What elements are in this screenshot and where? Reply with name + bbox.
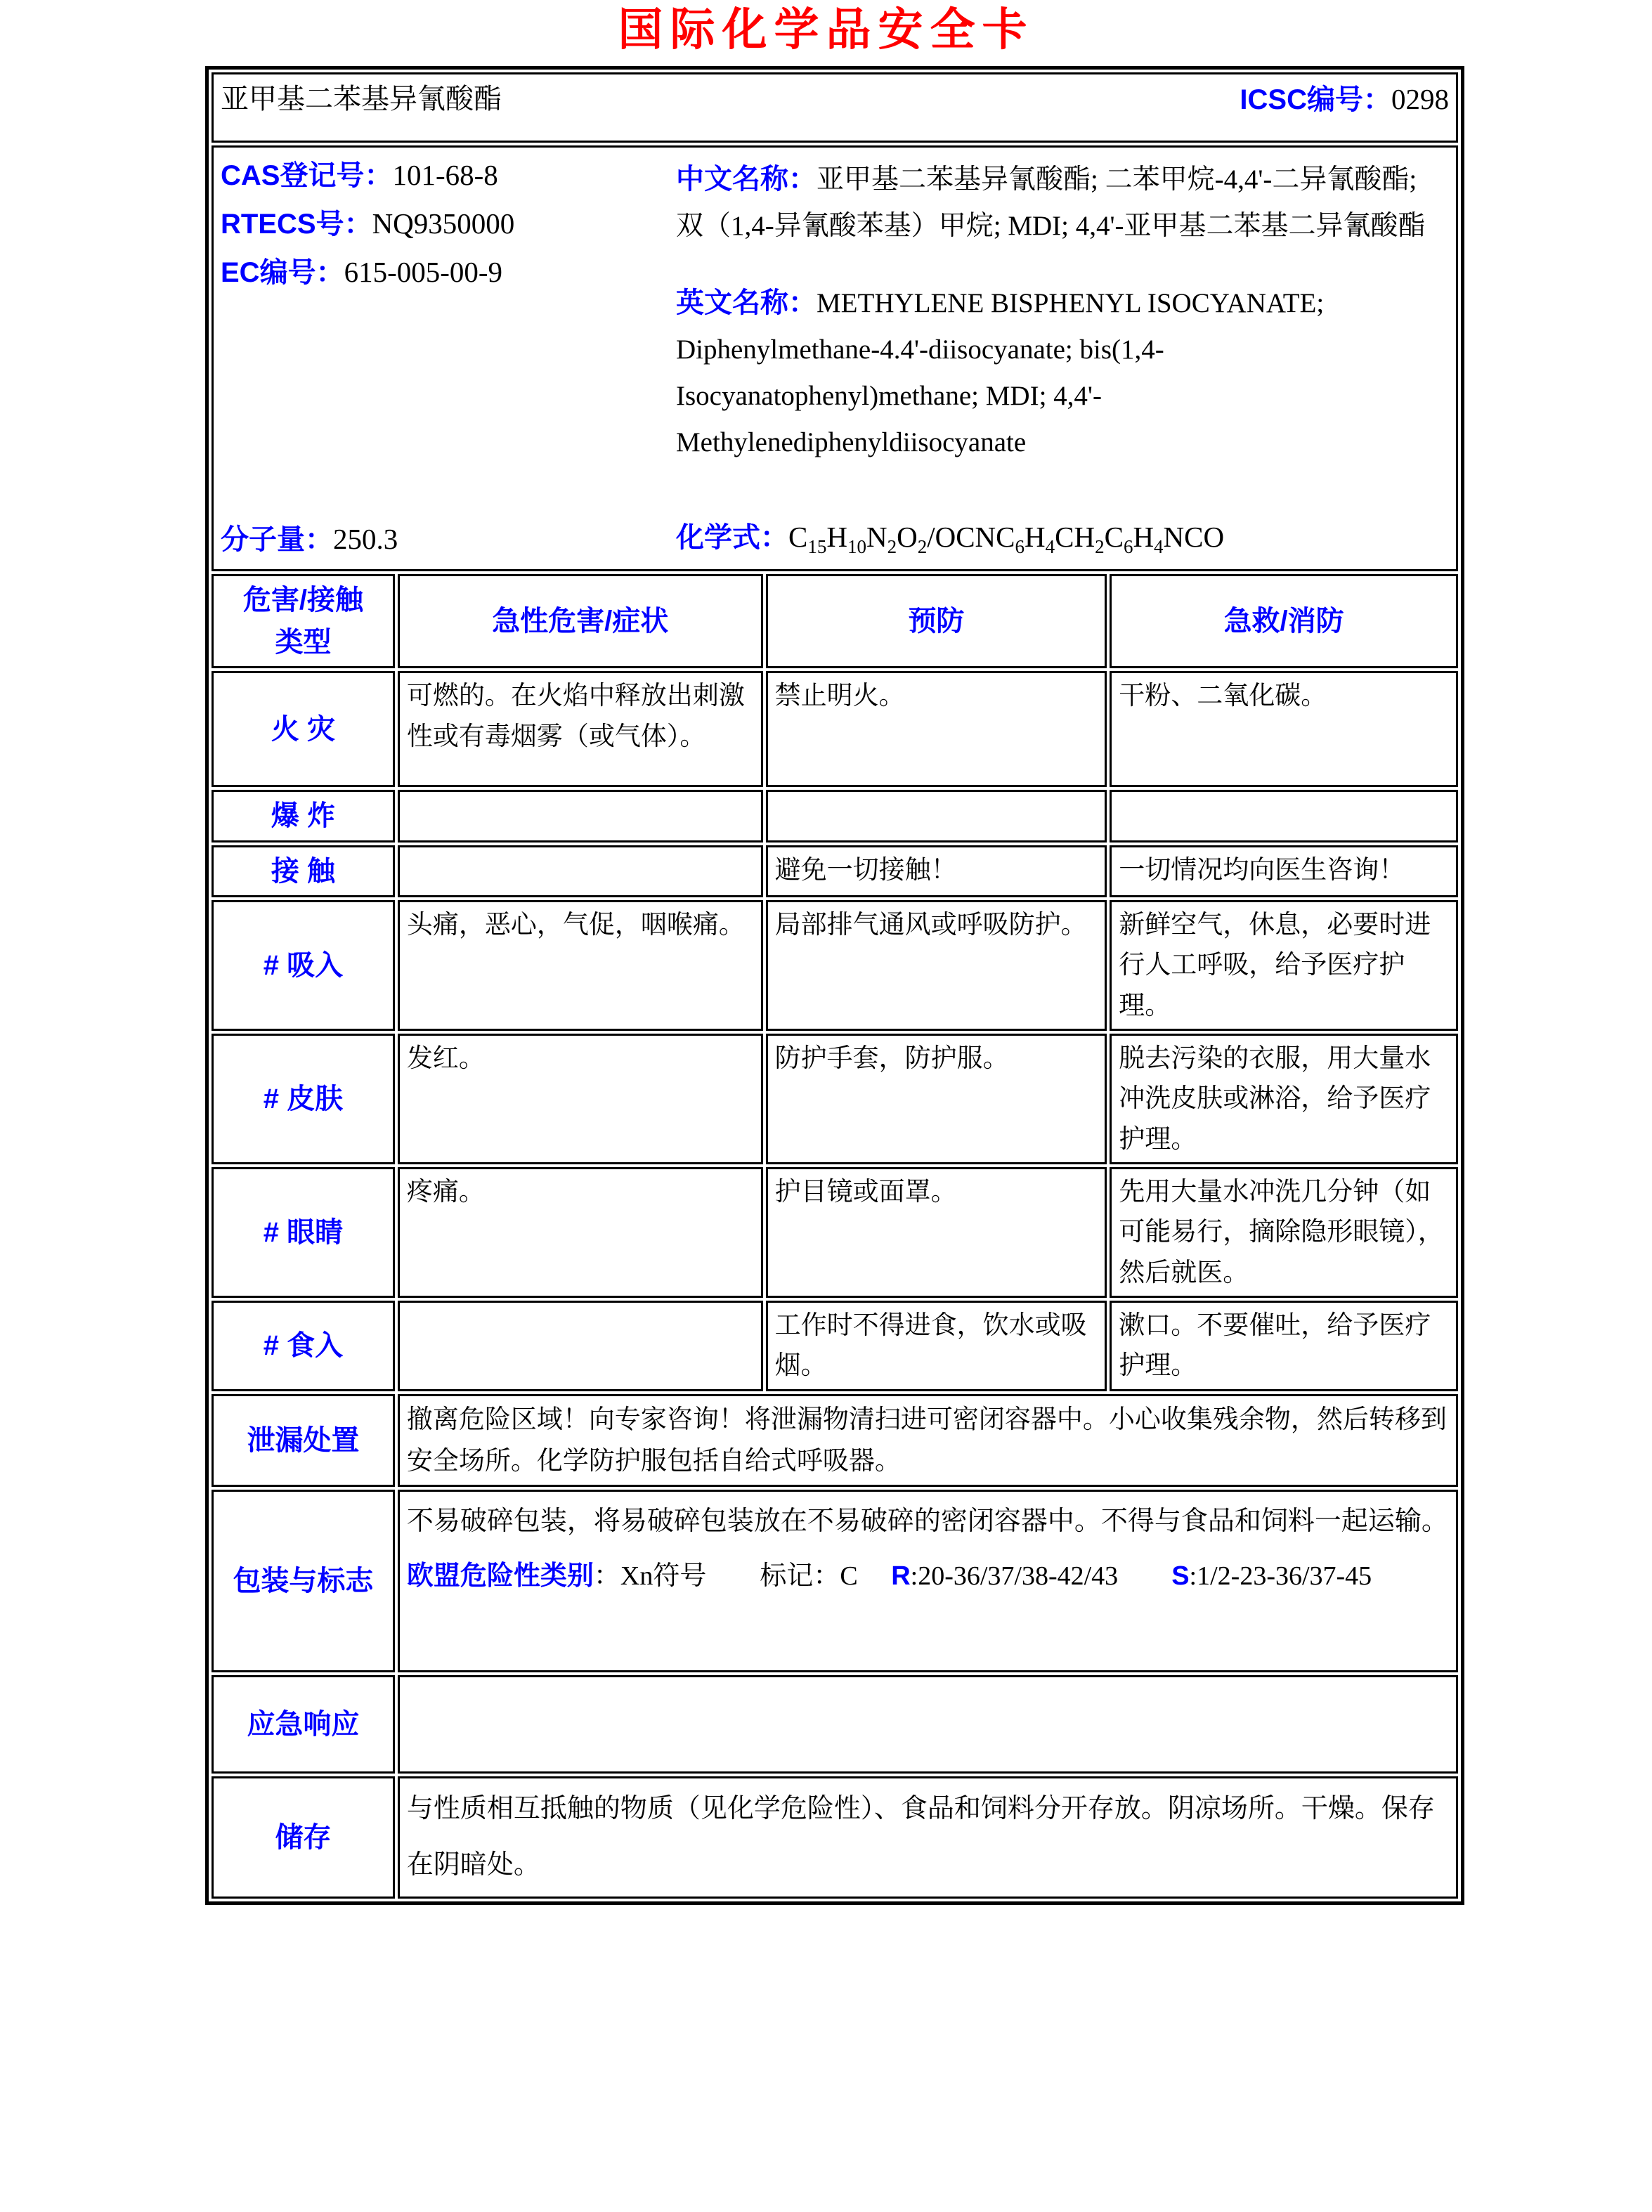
fire-symptoms-cell: 可燃的。在火焰中释放出刺激性或有毒烟雾（或气体）。 (398, 671, 763, 787)
chinese-name-paragraph (676, 156, 1449, 249)
fire-type-cell: 火 灾 (212, 671, 395, 787)
eyes-symptoms-cell: 疼痛。 (398, 1167, 763, 1298)
packaging-transport-text: 不易破碎包装，将易破碎包装放在不易破碎的密闭容器中。不得与食品和饲料一起运输。 (406, 1507, 1448, 1537)
eu-hazard-class-line (407, 1549, 1449, 1604)
row-storage (212, 1776, 1458, 1899)
identifier-list (221, 156, 676, 302)
row-explosion (212, 790, 1458, 842)
fire-response-cell: 干粉、二氧化碳。 (1110, 671, 1458, 787)
contact-symptoms-cell (398, 845, 763, 897)
eyes-type-cell: # 眼睛 (212, 1167, 395, 1298)
inhalation-type-cell: # 吸入 (212, 900, 395, 1031)
cas-number-value: 101-68-8 (392, 158, 498, 191)
inhalation-response-cell: 新鲜空气，休息，必要时进行人工呼吸，给予医疗护理。 (1110, 900, 1458, 1031)
identification-cell (212, 145, 1458, 571)
row-spill-disposal (212, 1394, 1458, 1487)
header-acute-symptoms: 急性危害/症状 (398, 574, 763, 669)
icsc-number-label: ICSC编号： (1240, 84, 1391, 115)
row-contact (212, 845, 1458, 897)
spill-text-cell: 撤离危险区域！向专家咨询！将泄漏物清扫进可密闭容器中。小心收集残余物，然后转移到安全场所。化学防护服包括自给式呼吸器。 (398, 1394, 1458, 1487)
row-identification (212, 145, 1458, 571)
fire-prevention-cell: 禁止明火。 (766, 671, 1107, 787)
ec-number-value: 615-005-00-9 (344, 256, 503, 289)
spill-label-cell: 泄漏处置 (212, 1394, 395, 1487)
skin-response-cell: 脱去污染的衣服，用大量水冲洗皮肤或淋浴，给予医疗护理。 (1110, 1034, 1458, 1164)
chinese-name-text: 亚甲基二苯基异氰酸酯; 二苯甲烷-4,4'-二异氰酸酯; 双（1,4-异氰酸苯基）甲烷; MDI; 4,4'-亚甲基二苯基二异氰酸酯 (676, 164, 1426, 241)
skin-prevention-cell: 防护手套，防护服。 (766, 1034, 1107, 1164)
explosion-response-cell (1110, 790, 1458, 842)
storage-label-cell: 储存 (212, 1776, 395, 1899)
eu-hazard-symbols: ：Xn符号 标记：C (593, 1561, 892, 1592)
row-emergency-response (212, 1675, 1458, 1774)
chemical-formula-label: 化学式： (676, 521, 788, 553)
explosion-prevention-cell (766, 790, 1107, 842)
rtecs-number-label: RTECS号： (221, 208, 372, 240)
header-hazard-type: 危害/接触 类型 (212, 574, 395, 669)
storage-text-cell: 与性质相互抵触的物质（见化学危险性）、食品和饲料分开存放。阴凉场所。干燥。保存在阴暗处。 (398, 1776, 1458, 1899)
ingestion-prevention-cell: 工作时不得进食，饮水或吸烟。 (766, 1301, 1107, 1391)
emergency-text-cell (398, 1675, 1458, 1774)
molecular-weight-line (221, 517, 676, 566)
rtecs-number-line (221, 204, 676, 243)
skin-symptoms-cell: 发红。 (398, 1034, 763, 1164)
ec-number-label: EC编号： (221, 257, 344, 289)
molecular-weight-label: 分子量： (221, 524, 333, 556)
s-phrases-label: S (1171, 1561, 1190, 1592)
rtecs-number-value: NQ9350000 (372, 207, 515, 240)
eyes-prevention-cell: 护目镜或面罩。 (766, 1167, 1107, 1298)
inhalation-prevention-cell: 局部排气通风或呼吸防护。 (766, 900, 1107, 1031)
contact-prevention-cell: 避免一切接触！ (766, 845, 1107, 897)
icsc-number-value: 0298 (1391, 82, 1449, 115)
cas-number-label: CAS登记号： (221, 160, 393, 191)
row-substance-header (212, 72, 1458, 143)
explosion-type-cell: 爆 炸 (212, 790, 395, 842)
packaging-label-cell: 包装与标志 (212, 1490, 395, 1672)
ec-number-line (221, 253, 676, 292)
chinese-name-label: 中文名称： (676, 163, 817, 195)
inhalation-symptoms-cell: 头痛，恶心，气促，咽喉痛。 (398, 900, 763, 1031)
substance-header-cell (212, 72, 1458, 143)
row-eyes (212, 1167, 1458, 1298)
explosion-symptoms-cell (398, 790, 763, 842)
chemical-formula: $C_{15}H_{10}N_2O_2/OCNC_6H_4CH_2C_6H_4NCO$ (788, 520, 1225, 557)
icsc-number-group (1240, 77, 1449, 122)
molecular-weight-value: 250.3 (333, 523, 398, 556)
english-name-text: METHYLENE BISPHENYL ISOCYANATE; Diphenylmethane-4.4'-diisocyanate; bis(1,4-Isocyanatophenyl)methane; MDI; 4,4'-Methylenediphenyldiisocyanate (676, 288, 1325, 457)
eu-hazard-class-label: 欧盟危险性类别 (406, 1561, 594, 1592)
substance-name: 亚甲基二苯基异氰酸酯 (221, 83, 502, 115)
emergency-label-cell: 应急响应 (212, 1675, 395, 1774)
row-inhalation (212, 900, 1458, 1031)
identifier-column (221, 150, 676, 566)
chemical-formula-line (676, 515, 1449, 566)
english-name-label: 英文名称： (676, 287, 817, 319)
ingestion-symptoms-cell (398, 1301, 763, 1391)
row-packaging-labelling (212, 1490, 1458, 1672)
cas-number-line (221, 156, 676, 195)
contact-response-cell: 一切情况均向医生咨询！ (1110, 845, 1458, 897)
names-block (676, 156, 1449, 496)
r-phrases-value: :20-36/37/38-42/43 (910, 1561, 1172, 1592)
ingestion-type-cell: # 食入 (212, 1301, 395, 1391)
skin-type-cell: # 皮肤 (212, 1034, 395, 1164)
contact-type-cell: 接 触 (212, 845, 395, 897)
row-ingestion (212, 1301, 1458, 1391)
row-skin (212, 1034, 1458, 1164)
header-prevention: 预防 (766, 574, 1107, 669)
english-name-paragraph (676, 280, 1449, 465)
icsc-card-table (205, 66, 1464, 1905)
ingestion-response-cell: 漱口。不要催吐，给予医疗护理。 (1110, 1301, 1458, 1391)
packaging-text-cell (398, 1490, 1458, 1672)
s-phrases-value: :1/2-23-36/37-45 (1189, 1561, 1372, 1592)
names-column (676, 150, 1449, 566)
row-hazard-header (212, 574, 1458, 669)
row-fire (212, 671, 1458, 787)
header-first-aid: 急救/消防 (1110, 574, 1458, 669)
r-phrases-label: R (891, 1561, 911, 1592)
eyes-response-cell: 先用大量水冲洗几分钟（如可能易行，摘除隐形眼镜），然后就医。 (1110, 1167, 1458, 1298)
page-title: 国际化学品安全卡 (618, 5, 1034, 55)
